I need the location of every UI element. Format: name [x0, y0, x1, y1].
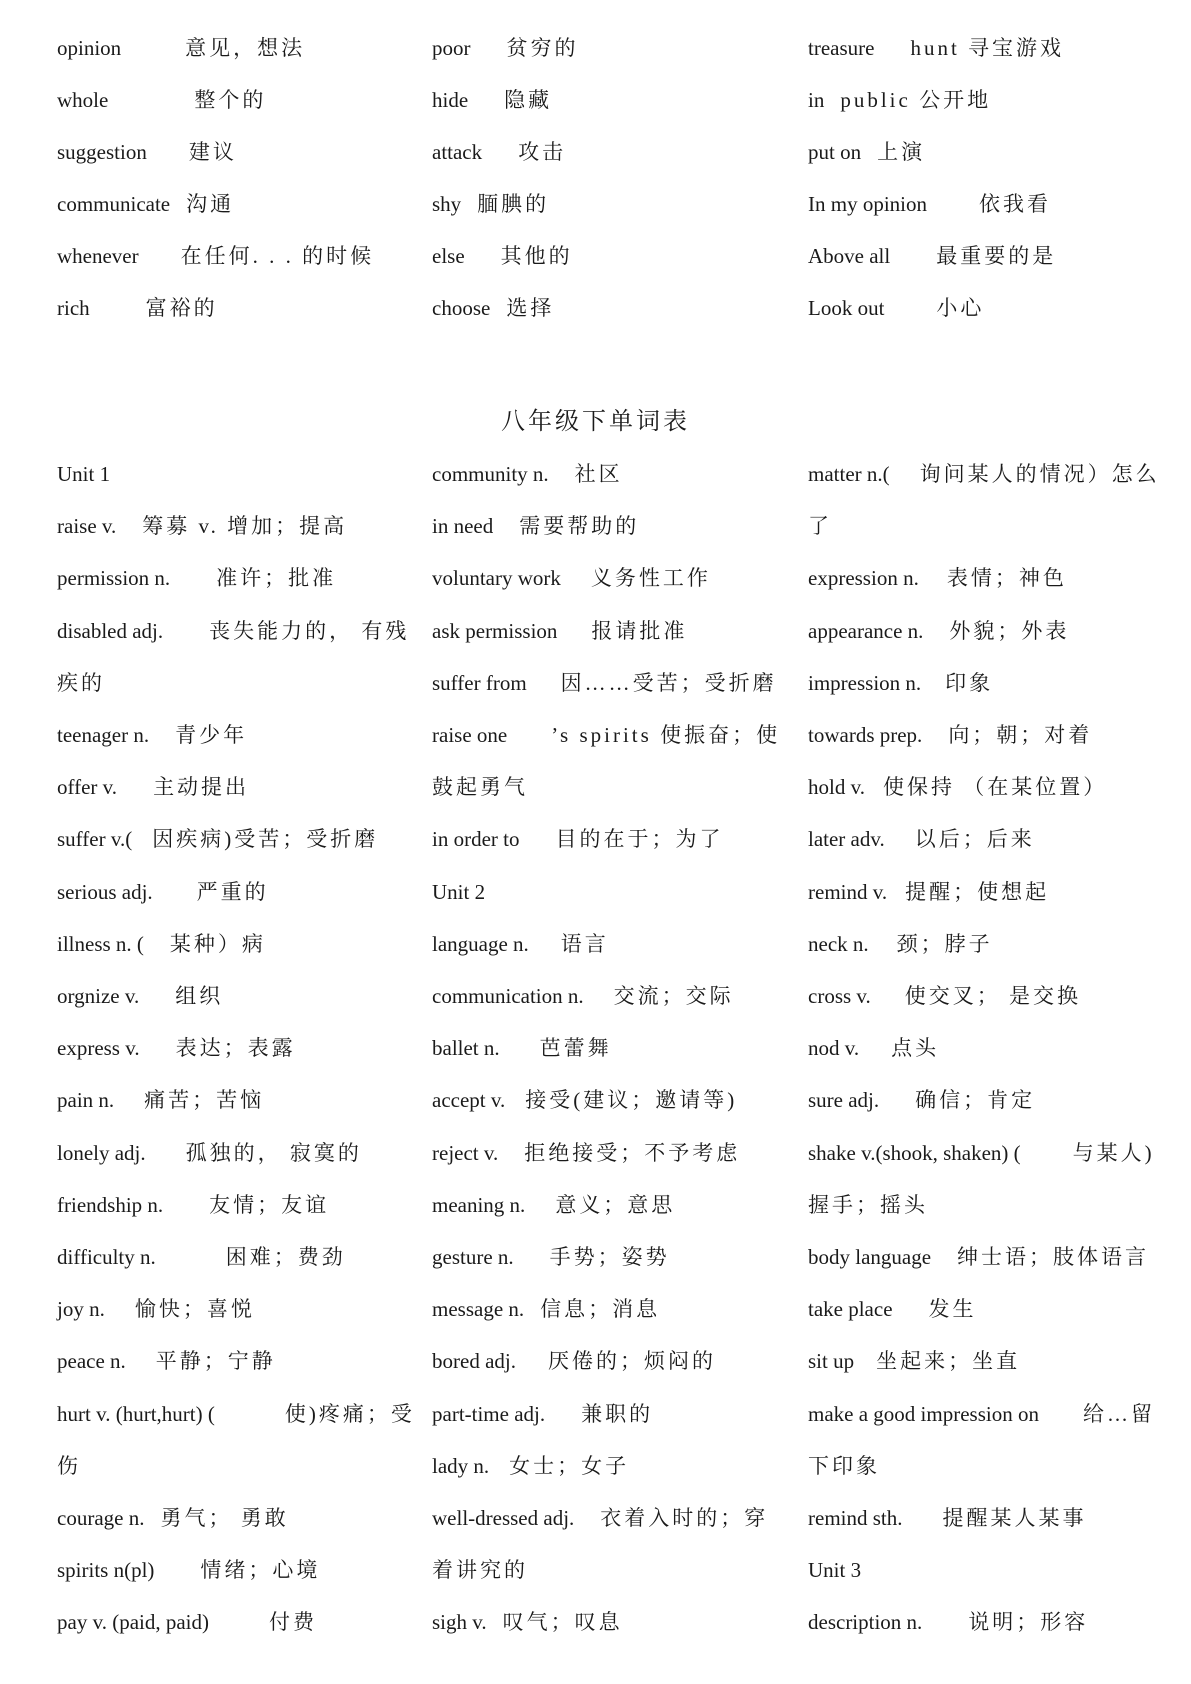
word-entry	[57, 976, 223, 1016]
vocab-row	[0, 1289, 1191, 1329]
english-term: In my opinion	[808, 192, 927, 216]
word-entry	[57, 454, 110, 494]
word-entry	[808, 1289, 977, 1329]
chinese-meaning: 组织	[175, 984, 224, 1008]
word-entry	[808, 1237, 1149, 1277]
english-term: cross v.	[808, 984, 871, 1008]
english-term: lady n.	[432, 1453, 490, 1478]
vocab-row	[0, 1133, 1191, 1173]
word-entry	[808, 1133, 1155, 1173]
english-term: appearance n.	[808, 618, 924, 643]
chinese-meaning: 芭蕾舞	[539, 1036, 612, 1061]
chinese-meaning: 下印象	[808, 1453, 880, 1478]
word-entry	[432, 767, 528, 807]
english-term: take place	[808, 1297, 893, 1322]
english-term: joy n.	[57, 1297, 105, 1322]
word-entry	[432, 454, 623, 494]
english-term: accept v.	[432, 1088, 506, 1113]
top-list-row	[0, 288, 1191, 328]
chinese-meaning: 因疾病)受苦；受折磨	[152, 827, 379, 852]
chinese-meaning: 确信；肯定	[915, 1088, 1036, 1113]
vocab-row	[0, 715, 1191, 755]
chinese-meaning: 筹募 v. 增加；提高	[142, 514, 348, 539]
english-term: opinion	[57, 36, 122, 60]
english-term: poor	[432, 36, 471, 60]
vocab-row	[0, 819, 1191, 859]
english-term: Above all	[808, 244, 891, 268]
chinese-meaning: 意义；意思	[555, 1192, 676, 1217]
chinese-meaning: 目的在于；为了	[555, 827, 724, 852]
english-term: Look out	[808, 296, 885, 320]
english-term: Unit 2	[432, 879, 486, 904]
word-entry	[808, 1028, 939, 1068]
vocab-row	[0, 1028, 1191, 1068]
chinese-meaning: 平静；宁静	[155, 1349, 276, 1374]
chinese-meaning: 询问某人的情况）怎么	[919, 462, 1160, 486]
word-entry	[808, 819, 1035, 859]
english-term: description n.	[808, 1610, 923, 1635]
english-term: hold v.	[808, 775, 865, 800]
top-list-row	[0, 28, 1191, 68]
english-term: else	[432, 244, 465, 268]
word-entry	[432, 663, 777, 703]
word-entry	[57, 236, 374, 276]
chinese-meaning: 与某人)	[1072, 1140, 1155, 1165]
english-term: Unit 1	[57, 462, 111, 486]
chinese-meaning: 因……受苦；受折磨	[560, 670, 777, 695]
english-term: remind v.	[808, 879, 888, 904]
word-entry	[432, 611, 687, 651]
vocab-row	[0, 1446, 1191, 1486]
english-term: communication n.	[432, 984, 584, 1008]
top-list-row	[0, 236, 1191, 276]
word-entry	[57, 1550, 320, 1590]
chinese-meaning: 衣着入时的；穿	[600, 1506, 769, 1530]
english-term: in	[808, 88, 825, 112]
chinese-meaning: 使交叉； 是交换	[904, 984, 1082, 1008]
english-term: illness n. (	[57, 931, 144, 956]
word-entry	[808, 1550, 861, 1590]
vocab-row	[0, 1498, 1191, 1538]
english-term: towards prep.	[808, 723, 923, 747]
english-term: well-dressed adj.	[432, 1506, 575, 1530]
chinese-meaning: 接受(建议；邀请等)	[525, 1088, 738, 1113]
word-entry	[808, 976, 1081, 1016]
word-entry	[57, 80, 266, 120]
word-entry	[57, 132, 237, 172]
vocab-row	[0, 767, 1191, 807]
word-entry	[57, 28, 305, 68]
vocab-row	[0, 454, 1191, 494]
word-entry	[57, 1133, 362, 1173]
english-term: ballet n.	[432, 1036, 500, 1061]
word-entry	[808, 558, 1067, 598]
english-term: nod v.	[808, 1036, 860, 1061]
english-term: disabled adj.	[57, 618, 164, 643]
word-entry	[432, 872, 485, 912]
word-entry	[432, 80, 552, 120]
vocab-row	[0, 1080, 1191, 1120]
word-entry	[57, 1289, 255, 1329]
english-term: communicate	[57, 192, 171, 216]
english-term: part-time adj.	[432, 1401, 546, 1426]
english-term: suggestion	[57, 140, 147, 164]
vocab-row	[0, 506, 1191, 546]
chinese-meaning: 友情；友谊	[209, 1192, 330, 1217]
word-entry	[808, 924, 993, 964]
word-entry	[57, 1237, 346, 1277]
word-entry	[57, 611, 409, 651]
word-entry	[432, 288, 554, 328]
chinese-meaning: 建议	[188, 140, 237, 164]
chinese-meaning: 拒绝接受；不予考虑	[524, 1140, 741, 1165]
chinese-meaning: 富裕的	[145, 296, 218, 320]
word-entry	[57, 1341, 276, 1381]
top-list-row	[0, 80, 1191, 120]
word-entry	[432, 715, 780, 755]
chinese-meaning: 给…留	[1082, 1401, 1155, 1426]
english-term: sigh v.	[432, 1610, 487, 1635]
chinese-meaning: 严重的	[196, 879, 269, 904]
word-entry	[432, 1028, 612, 1068]
chinese-meaning: 需要帮助的	[519, 514, 640, 539]
word-entry	[57, 1602, 317, 1642]
chinese-meaning: 其他的	[500, 244, 573, 268]
word-entry	[808, 611, 1069, 651]
chinese-meaning: 交流；交际	[613, 984, 734, 1008]
chinese-meaning: 丧失能力的， 有残	[209, 618, 410, 643]
chinese-meaning: 依我看	[979, 192, 1051, 216]
english-term: treasure	[808, 36, 875, 60]
word-entry	[432, 1080, 737, 1120]
vocab-row	[0, 1237, 1191, 1277]
english-term: hide	[432, 88, 469, 112]
word-entry	[432, 1550, 528, 1590]
chinese-meaning: 使)疼痛；受	[284, 1401, 415, 1426]
english-term: gesture n.	[432, 1245, 514, 1269]
word-entry	[432, 819, 723, 859]
english-term: spirits n(pl)	[57, 1558, 155, 1583]
english-term: neck n.	[808, 931, 869, 956]
english-term: impression n.	[808, 670, 922, 695]
word-entry	[432, 1341, 716, 1381]
chinese-meaning: 鼓起勇气	[432, 775, 528, 800]
word-entry	[57, 1498, 289, 1538]
vocab-row	[0, 1185, 1191, 1225]
english-term: difficulty n.	[57, 1245, 156, 1269]
english-term: later adv.	[808, 827, 885, 852]
word-entry	[808, 184, 1051, 224]
english-term: bored adj.	[432, 1349, 516, 1374]
chinese-meaning: 付费	[269, 1610, 318, 1635]
english-term: courage n.	[57, 1506, 145, 1530]
chinese-meaning: 准许；批准	[216, 566, 337, 591]
english-term: pain n.	[57, 1088, 115, 1113]
word-entry	[432, 236, 573, 276]
chinese-meaning: 整个的	[194, 88, 267, 112]
chinese-meaning: 青少年	[175, 723, 248, 747]
word-entry	[432, 1498, 768, 1538]
word-entry	[432, 1602, 623, 1642]
chinese-meaning: 了	[808, 514, 832, 539]
english-term: sure adj.	[808, 1088, 880, 1113]
english-term: put on	[808, 140, 862, 164]
word-entry	[57, 288, 218, 328]
english-term: remind sth.	[808, 1506, 903, 1530]
chinese-meaning: 颈；脖子	[896, 931, 993, 956]
chinese-meaning: 隐藏	[504, 88, 553, 112]
word-entry	[57, 924, 266, 964]
word-entry	[808, 28, 1064, 68]
vocab-row	[0, 976, 1191, 1016]
chinese-meaning: 绅士语；肢体语言	[957, 1245, 1150, 1269]
english-term: Unit 3	[808, 1558, 862, 1583]
chinese-meaning: 义务性工作	[590, 566, 711, 591]
word-entry	[808, 1446, 880, 1486]
vocab-row	[0, 558, 1191, 598]
english-term: matter n.(	[808, 462, 890, 486]
chinese-meaning: 说明；形容	[968, 1610, 1089, 1635]
chinese-meaning: 情绪；心境	[200, 1558, 321, 1583]
chinese-meaning: 提醒某人某事	[942, 1506, 1087, 1530]
word-entry	[432, 184, 549, 224]
english-term: serious adj.	[57, 879, 153, 904]
word-entry	[808, 1498, 1087, 1538]
chinese-meaning: 外貌；外表	[949, 618, 1070, 643]
chinese-meaning: 在任何. . . 的时候	[180, 244, 375, 268]
chinese-meaning: 握手；摇头	[808, 1192, 928, 1217]
chinese-meaning: 主动提出	[153, 775, 250, 800]
word-entry	[808, 506, 832, 546]
word-entry	[808, 872, 1049, 912]
chinese-meaning: hunt 寻宝游戏	[910, 36, 1065, 60]
english-term: friendship n.	[57, 1192, 164, 1217]
word-entry	[432, 1394, 653, 1434]
chinese-meaning: 印象	[945, 670, 994, 695]
english-term: raise v.	[57, 514, 117, 539]
chinese-meaning: 表达；表露	[175, 1036, 296, 1061]
english-term: express v.	[57, 1036, 140, 1061]
chinese-meaning: 沟通	[186, 192, 235, 216]
english-term: body language	[808, 1245, 932, 1269]
english-term: suffer v.(	[57, 827, 133, 852]
section-title: 八年级下单词表	[501, 409, 690, 435]
chinese-meaning: 攻击	[518, 140, 567, 164]
chinese-meaning: 腼腆的	[477, 192, 550, 216]
english-term: message n.	[432, 1297, 525, 1322]
english-term: suffer from	[432, 670, 527, 695]
word-entry	[432, 1289, 660, 1329]
word-entry	[808, 767, 1107, 807]
english-term: shy	[432, 192, 462, 216]
vocab-row	[0, 1550, 1191, 1590]
word-entry	[808, 132, 925, 172]
word-entry	[57, 184, 234, 224]
chinese-meaning: 着讲究的	[432, 1558, 528, 1583]
word-entry	[808, 236, 1056, 276]
chinese-meaning: 提醒；使想起	[905, 879, 1050, 904]
english-term: voluntary work	[432, 566, 561, 591]
chinese-meaning: 疾的	[57, 670, 105, 695]
english-term: language n.	[432, 931, 529, 956]
word-entry	[432, 976, 734, 1016]
word-entry	[432, 558, 711, 598]
chinese-meaning: public 公开地	[840, 88, 992, 112]
english-term: reject v.	[432, 1140, 499, 1165]
vocab-row	[0, 663, 1191, 703]
vocab-row	[0, 611, 1191, 651]
top-list-row	[0, 132, 1191, 172]
chinese-meaning: 最重要的是	[936, 244, 1057, 268]
english-term: whenever	[57, 244, 139, 268]
word-entry	[432, 1237, 670, 1277]
word-entry	[57, 819, 378, 859]
word-entry	[808, 1080, 1035, 1120]
word-entry	[808, 663, 993, 703]
word-entry	[57, 872, 269, 912]
vocab-row	[0, 1602, 1191, 1642]
english-term: lonely adj.	[57, 1140, 146, 1165]
chinese-meaning: 上演	[877, 140, 926, 164]
english-term: in order to	[432, 827, 520, 852]
chinese-meaning: 报请批准	[591, 618, 688, 643]
word-entry	[808, 454, 1160, 494]
chinese-meaning: 小心	[936, 296, 985, 320]
word-entry	[57, 558, 336, 598]
vocab-row	[0, 924, 1191, 964]
english-term: community n.	[432, 462, 549, 486]
chinese-meaning: 愉快；喜悦	[134, 1297, 255, 1322]
word-entry	[57, 1394, 415, 1434]
english-term: attack	[432, 140, 483, 164]
chinese-meaning: 手势；姿势	[549, 1245, 670, 1269]
english-term: make a good impression on	[808, 1401, 1039, 1426]
word-entry	[432, 28, 579, 68]
chinese-meaning: 厌倦的；烦闷的	[547, 1349, 716, 1374]
chinese-meaning: 勇气； 勇敢	[160, 1506, 289, 1530]
chinese-meaning: 语言	[560, 931, 609, 956]
chinese-meaning: 选择	[506, 296, 555, 320]
word-entry	[57, 715, 247, 755]
english-term: teenager n.	[57, 723, 150, 747]
word-entry	[808, 1602, 1088, 1642]
chinese-meaning: 点头	[891, 1036, 940, 1061]
chinese-meaning: 某种）病	[169, 931, 266, 956]
english-term: raise one	[432, 723, 508, 747]
chinese-meaning: 信息；消息	[540, 1297, 661, 1322]
word-entry	[808, 288, 984, 328]
word-entry	[432, 1133, 740, 1173]
english-term: permission n.	[57, 566, 171, 591]
vocab-row	[0, 1394, 1191, 1434]
chinese-meaning: 孤独的， 寂寞的	[185, 1140, 362, 1165]
vocab-row	[0, 872, 1191, 912]
english-term: sit up	[808, 1349, 855, 1374]
chinese-meaning: 伤	[57, 1453, 81, 1478]
chinese-meaning: 使保持 （在某位置）	[882, 775, 1108, 800]
word-entry	[432, 1446, 629, 1486]
word-entry	[57, 1446, 81, 1486]
english-term: in need	[432, 514, 494, 539]
english-term: choose	[432, 296, 491, 320]
chinese-meaning: 发生	[928, 1297, 977, 1322]
word-entry	[432, 1185, 675, 1225]
word-entry	[432, 506, 639, 546]
word-entry	[808, 80, 991, 120]
word-entry	[808, 1185, 928, 1225]
word-entry	[57, 1028, 296, 1068]
word-entry	[57, 767, 249, 807]
word-entry	[808, 1341, 1020, 1381]
chinese-meaning: 女士；女子	[509, 1453, 630, 1478]
english-term: meaning n.	[432, 1192, 526, 1217]
chinese-meaning: 以后；后来	[914, 827, 1035, 852]
vocab-row	[0, 1341, 1191, 1381]
chinese-meaning: 困难；费劲	[225, 1245, 346, 1269]
english-term: pay v. (paid, paid)	[57, 1610, 210, 1635]
chinese-meaning: 痛苦；苦恼	[144, 1088, 265, 1113]
chinese-meaning: 向；朝；对着	[948, 723, 1093, 747]
english-term: peace n.	[57, 1349, 126, 1374]
chinese-meaning: 坐起来；坐直	[876, 1349, 1021, 1374]
word-entry	[57, 1080, 264, 1120]
word-entry	[808, 1394, 1155, 1434]
english-term: expression n.	[808, 566, 919, 591]
word-entry	[57, 506, 347, 546]
word-entry	[432, 924, 609, 964]
chinese-meaning: 叹气；叹息	[502, 1610, 623, 1635]
top-list-row	[0, 184, 1191, 224]
chinese-meaning: 表情；神色	[946, 566, 1067, 591]
chinese-meaning: 贫穷的	[506, 36, 579, 60]
english-term: orgnize v.	[57, 984, 140, 1008]
chinese-meaning: 社区	[574, 462, 623, 486]
chinese-meaning: ’s spirits 使振奋；使	[551, 723, 781, 747]
english-term: offer v.	[57, 775, 118, 800]
word-entry	[808, 715, 1092, 755]
english-term: shake v.(shook, shaken) (	[808, 1140, 1021, 1165]
english-term: whole	[57, 88, 109, 112]
english-term: hurt v. (hurt,hurt) (	[57, 1401, 215, 1426]
english-term: ask permission	[432, 618, 558, 643]
word-entry	[57, 663, 105, 703]
word-entry	[432, 132, 566, 172]
chinese-meaning: 意见，想法	[185, 36, 306, 60]
english-term: rich	[57, 296, 90, 320]
chinese-meaning: 兼职的	[581, 1401, 654, 1426]
word-entry	[57, 1185, 329, 1225]
